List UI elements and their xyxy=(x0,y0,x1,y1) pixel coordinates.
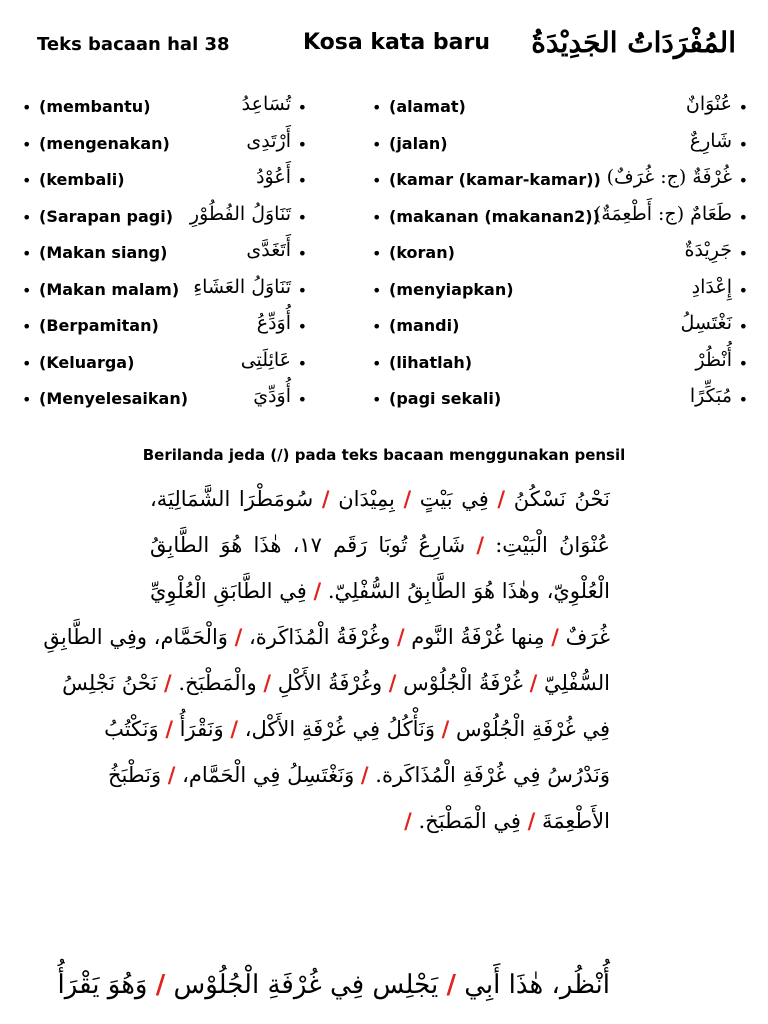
vocab-arabic-word: أُوَدِّيَ xyxy=(253,385,291,407)
vocab-meaning: (pagi sekali) xyxy=(389,389,502,408)
vocab-arabic-word: أَرْتَدِى xyxy=(246,129,291,152)
passage-segment: سُومَطْرَا الشَّمَالِيَة، xyxy=(150,487,314,511)
vocab-item xyxy=(372,129,748,166)
vocab-meaning: (Sarapan pagi) xyxy=(39,206,174,226)
bullet-icon: • xyxy=(738,244,748,263)
vocab-meaning: (mengenakan) xyxy=(39,133,170,153)
vocab-arabic-word: إِعْدَادِ xyxy=(691,275,732,298)
bottom-segment: أُنْظُر، هٰذَا أَبِي xyxy=(464,970,610,1000)
vocab-meaning: (kamar (kamar-kamar)) xyxy=(389,170,601,189)
vocab-meaning: (koran) xyxy=(389,243,455,262)
vocab-meaning: (Makan siang) xyxy=(39,243,168,262)
passage-segment: وَنَطْبَخُ xyxy=(107,763,162,787)
vocab-arabic-word: عَائِلَتِى xyxy=(240,348,291,371)
vocab-arabic-word: تَنَاوَلُ الفُطُوْرِ xyxy=(189,202,291,225)
pause-mark: / xyxy=(551,624,559,649)
bullet-icon: • xyxy=(297,171,307,190)
bottom-sentence xyxy=(57,970,610,1000)
bullet-icon: • xyxy=(372,134,382,154)
vocab-arabic-word: طَعَامٌ (ج: أَطْعِمَةٌ) xyxy=(593,202,732,225)
passage-line xyxy=(150,476,610,522)
bullet-icon: • xyxy=(372,207,382,227)
passage-segment: فِي بَيْتٍ xyxy=(419,487,489,511)
bullet-icon: • xyxy=(738,171,748,190)
vocab-meaning: (Berpamitan) xyxy=(39,316,159,335)
passage-segment: غُرْفَةُ الْجُلُوْس xyxy=(403,671,523,695)
bullet-icon: • xyxy=(297,317,307,336)
bullet-icon: • xyxy=(297,207,307,227)
vocab-arabic-word: تَنَاوَلُ العَشَاءِ xyxy=(193,275,291,298)
bullet-icon: • xyxy=(372,280,382,300)
passage-segment: وَنَقْرَأُ xyxy=(179,717,224,741)
pause-mark: / xyxy=(360,762,369,787)
bullet-icon: • xyxy=(372,244,382,263)
bullet-icon: • xyxy=(297,390,307,409)
passage-segment: وغُرْفَةُ الْمُذَاكَرة، xyxy=(248,625,391,649)
pause-mark: / xyxy=(529,670,538,695)
pause-mark: / xyxy=(476,532,485,557)
pause-mark: / xyxy=(234,624,243,649)
passage-segment: فِي غُرْفَةِ الْجُلُوْس xyxy=(456,717,610,741)
vocab-arabic-word: نَغْتَسِلُ xyxy=(680,312,732,334)
bullet-icon: • xyxy=(372,171,382,190)
pause-mark: / xyxy=(167,762,176,787)
bullet-icon: • xyxy=(297,244,307,263)
vocab-item xyxy=(22,275,307,312)
passage-segment: الأَطْعِمَةَ xyxy=(541,809,610,833)
pause-mark: / xyxy=(388,670,397,695)
vocab-item xyxy=(372,238,748,275)
vocab-item xyxy=(372,165,748,202)
vocab-arabic-word: أُوَدِّعُ xyxy=(256,312,291,334)
vocab-item xyxy=(22,202,307,239)
vocab-item xyxy=(22,92,307,129)
bullet-icon: • xyxy=(297,98,307,117)
passage-line xyxy=(43,614,610,660)
bullet-icon: • xyxy=(22,390,32,409)
vocab-arabic-word: تُسَاعِدُ xyxy=(241,93,291,115)
arabic-title: المُفْرَدَاتُ الجَدِيْدَةُ xyxy=(531,26,736,59)
vocab-list-left xyxy=(22,92,307,421)
passage-segment: وَالْحَمَّام، وفِي الطَّابِقِ xyxy=(43,625,228,649)
pause-mark: / xyxy=(155,970,166,1000)
bullet-icon: • xyxy=(738,390,748,409)
bullet-icon: • xyxy=(738,207,748,227)
vocab-item xyxy=(22,348,307,385)
vocab-meaning: (mandi) xyxy=(389,316,460,335)
passage-line xyxy=(62,660,610,706)
pause-mark: / xyxy=(313,578,322,603)
bullet-icon: • xyxy=(297,280,307,300)
passage-segment: وَنَغْتَسِلُ فِي الْحَمَّام، xyxy=(182,763,355,787)
vocab-arabic-word: مُبَكِّرًا xyxy=(689,385,732,407)
pause-mark: / xyxy=(396,624,405,649)
pause-mark: / xyxy=(230,716,239,741)
vocab-item xyxy=(372,311,748,348)
passage-line xyxy=(150,522,610,568)
passage-segment: وَنَكْتُبُ xyxy=(104,717,159,741)
bullet-icon: • xyxy=(22,244,32,263)
bullet-icon: • xyxy=(22,207,32,227)
bullet-icon: • xyxy=(738,134,748,154)
vocab-arabic-word: جَرِيْدَةٌ xyxy=(684,239,732,261)
vocab-arabic-word: عُنْوَانٌ xyxy=(685,93,732,115)
vocab-meaning: (Keluarga) xyxy=(39,352,135,372)
passage-segment: غُرَفٌ xyxy=(565,625,610,649)
bullet-icon: • xyxy=(297,353,307,373)
passage-segment: والْمَطْبَخ. xyxy=(178,671,257,695)
vocab-arabic-word: أَعُوْدُ xyxy=(256,166,291,188)
passage-segment: فِي الْمَطْبَخ. xyxy=(418,809,521,833)
vocab-item xyxy=(22,238,307,275)
pause-mark: / xyxy=(527,808,536,833)
vocab-meaning: (jalan) xyxy=(389,133,448,153)
pause-mark: / xyxy=(165,716,173,741)
vocab-item xyxy=(22,311,307,348)
passage-line xyxy=(104,706,610,752)
bullet-icon: • xyxy=(22,171,32,190)
pause-mark: / xyxy=(263,670,271,695)
vocab-list-right xyxy=(372,92,748,421)
passage-line xyxy=(150,568,610,614)
passage-segment: وغُرْفَةُ الأَكْلِ xyxy=(277,671,383,695)
pause-mark: / xyxy=(446,970,456,1000)
vocab-item xyxy=(372,202,748,239)
passage-segment: مِنها غُرْفَةُ النَّوم xyxy=(411,625,545,649)
passage-segment: نَحْنُ نَسْكُنُ xyxy=(513,487,610,511)
bullet-icon: • xyxy=(372,390,382,409)
bullet-icon: • xyxy=(22,134,32,154)
instruction-text: Berilanda jeda (/) pada teks bacaan menggunakan pensil xyxy=(142,446,626,464)
bullet-icon: • xyxy=(297,134,307,154)
vocab-arabic-word: شَارِعٌ xyxy=(689,129,732,152)
bullet-icon: • xyxy=(372,353,382,373)
vocab-item xyxy=(22,384,307,421)
bullet-icon: • xyxy=(738,98,748,117)
bullet-icon: • xyxy=(22,317,32,336)
vocab-meaning: (makanan (makanan2)) xyxy=(389,206,600,226)
bullet-icon: • xyxy=(22,98,32,117)
passage-segment: وَنَدْرُسُ فِي غُرْفَةِ الْمُذَاكَرة. xyxy=(375,763,610,787)
bullet-icon: • xyxy=(738,317,748,336)
pause-mark: / xyxy=(321,486,330,511)
passage-line xyxy=(107,752,610,798)
vocab-meaning: (Makan malam) xyxy=(39,279,180,299)
bullet-icon: • xyxy=(372,98,382,117)
passage-line xyxy=(150,798,610,844)
vocab-meaning: (membantu) xyxy=(39,97,151,116)
reading-passage xyxy=(43,476,610,844)
vocab-arabic-word: أَتَغَدَّى xyxy=(246,239,291,261)
bullet-icon: • xyxy=(738,280,748,300)
vocab-item xyxy=(372,275,748,312)
vocab-meaning: (Menyelesaikan) xyxy=(39,389,189,408)
bullet-icon: • xyxy=(738,353,748,373)
passage-segment: نَحْنُ نَجْلِسُ xyxy=(62,671,158,695)
vocab-item xyxy=(22,165,307,202)
pause-mark: / xyxy=(497,486,506,511)
passage-segment: بِمِيْدَان xyxy=(338,487,395,511)
passage-segment: الْعُلْوِيّ، وهٰذَا هُوَ الطَّابِقُ السُّفْلِيّ. xyxy=(327,579,610,603)
vocab-meaning: (menyiapkan) xyxy=(389,279,514,299)
bullet-icon: • xyxy=(22,280,32,300)
page-reference: Teks bacaan hal 38 xyxy=(37,34,230,55)
passage-segment: عُنْوَانُ الْبَيْتِ: xyxy=(495,533,610,557)
pause-mark: / xyxy=(163,670,172,695)
pause-mark: / xyxy=(403,486,412,511)
pause-mark: / xyxy=(404,808,412,833)
vocab-meaning: (kembali) xyxy=(39,170,125,189)
passage-segment: وَنَأْكُلُ فِي غُرْفَةِ الأَكْل، xyxy=(244,717,435,741)
vocab-arabic-word: أُنْظُرْ xyxy=(695,348,732,371)
pause-mark: / xyxy=(441,716,450,741)
bottom-segment: وَهُوَ يَقْرَأُ xyxy=(57,970,148,1000)
bullet-icon: • xyxy=(22,353,32,373)
bullet-icon: • xyxy=(372,317,382,336)
vocab-arabic-word: غُرْفَةٌ (ج: غُرَفٌ) xyxy=(606,166,732,188)
vocab-item xyxy=(372,384,748,421)
vocab-item xyxy=(22,129,307,166)
vocab-meaning: (alamat) xyxy=(389,97,466,116)
bottom-segment: يَجْلِس فِي غُرْفَةِ الْجُلُوْس xyxy=(173,970,439,1000)
page-title: Kosa kata baru xyxy=(303,30,490,55)
vocab-item xyxy=(372,348,748,385)
passage-segment: السُّفْلِيّ xyxy=(543,671,610,695)
vocab-item xyxy=(372,92,748,129)
vocab-meaning: (lihatlah) xyxy=(389,352,473,372)
passage-segment: شَارِعُ تُوبَا رَقَم ١٧، هٰذَا هُوَ الطَّابِقُ xyxy=(150,533,466,557)
passage-segment: فِي الطَّابَقِ الْعُلْوِيِّ xyxy=(150,579,307,603)
